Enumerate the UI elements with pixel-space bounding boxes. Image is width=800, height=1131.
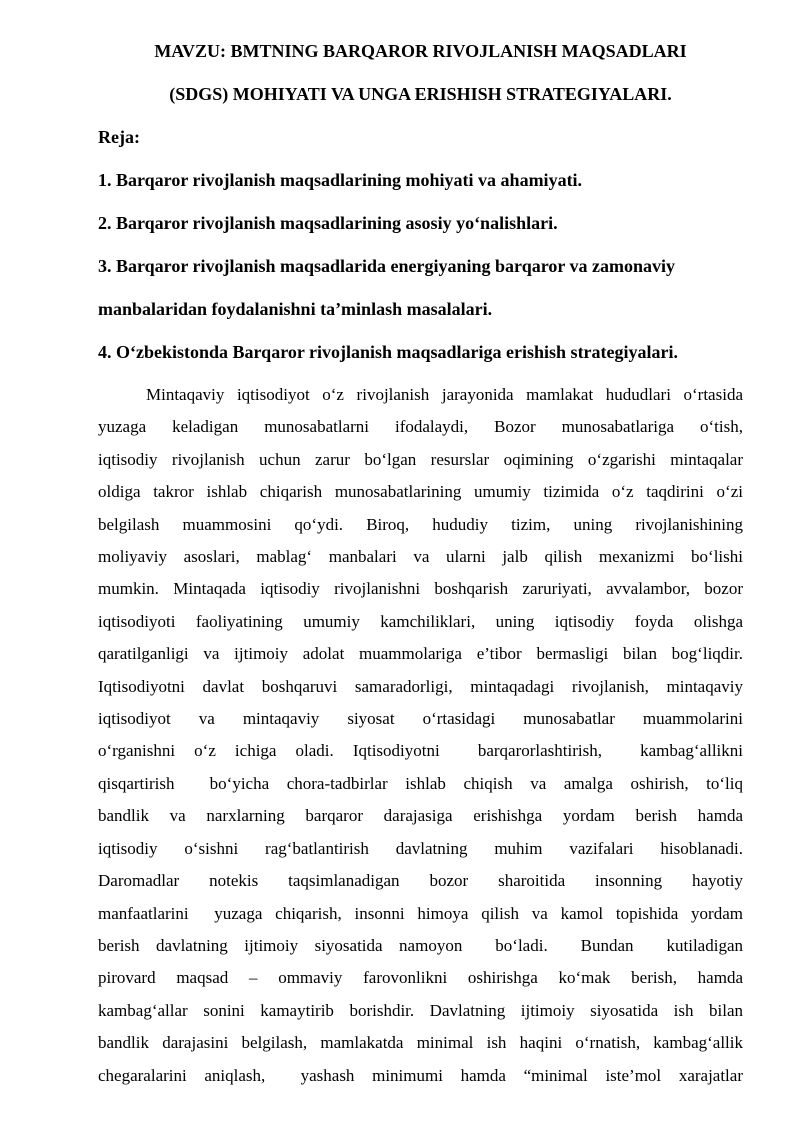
body-paragraph	[98, 379, 743, 1092]
paragraph-line: mumkin. Mintaqada iqtisodiy rivojlanishni boshqarish zaruriyati, avvalambor, bozor	[98, 579, 743, 599]
paragraph-line: belgilash muammosini qoʻydi. Biroq, hududiy tizim, uning rivojlanishining	[98, 514, 743, 534]
paragraph-line: iqtisodiyoti faoliyatining umumiy kamchiliklari, uning iqtisodiy foyda olishga	[98, 611, 743, 631]
paragraph-line: bandlik va narxlarning barqaror darajasiga erishishga yordam berish hamda	[98, 806, 743, 826]
plan-item-line: 2. Barqaror rivojlanish maqsadlarining asosiy yoʻnalishlari.	[98, 213, 558, 233]
paragraph-line: oʻrganishni oʻz ichiga oladi. Iqtisodiyotni barqarorlashtirish, kambagʻallikni	[98, 741, 743, 761]
plan-list	[98, 159, 743, 374]
paragraph-line: Daromadlar notekis taqsimlanadigan bozor sharoitida insonning hayotiy	[98, 871, 743, 891]
plan-item-line: 3. Barqaror rivojlanish maqsadlarida energiyaning barqaror va zamonaviy	[98, 256, 676, 276]
paragraph-line: iqtisodiyot va mintaqaviy siyosat oʻrtasidagi munosabatlar muammolarini	[98, 709, 743, 729]
plan-item-line: 1. Barqaror rivojlanish maqsadlarining mohiyati va ahamiyati.	[98, 170, 583, 190]
document-title-line: (SDGS) MOHIYATI VA UNGA ERISHISH STRATEGIYALARI.	[169, 84, 672, 104]
paragraph-line: iqtisodiy oʻsishni ragʻbatlantirish davlatning muhim vazifalari hisoblanadi.	[98, 838, 743, 858]
paragraph-line: Mintaqaviy iqtisodiyot oʻz rivojlanish jarayonida mamlakat hududlari oʻrtasida	[146, 385, 743, 404]
paragraph-line: qisqartirish boʻyicha chora-tadbirlar ishlab chiqish va amalga oshirish, toʻliq	[98, 773, 743, 793]
paragraph-line: oldiga takror ishlab chiqarish munosabatlarining umumiy tizimida oʻz taqdirini oʻzi	[98, 482, 743, 502]
paragraph-line: iqtisodiy rivojlanish uchun zarur boʻlgan resurslar oqimining oʻzgarishi mintaqalar	[98, 449, 743, 469]
paragraph-line: berish davlatning ijtimoiy siyosatida namoyon boʻladi. Bundan kutiladigan	[98, 935, 743, 955]
paragraph-line: kambagʻallar sonini kamaytirib borishdir. Davlatning ijtimoiy siyosatida ish bilan	[98, 1000, 743, 1020]
paragraph-line: pirovard maqsad – ommaviy farovonlikni oshirishga koʻmak berish, hamda	[98, 968, 743, 988]
plan-item-line: manbalaridan foydalanishni ta’minlash masalalari.	[98, 299, 493, 319]
paragraph-line: Iqtisodiyotni davlat boshqaruvi samaradorligi, mintaqadagi rivojlanish, mintaqaviy	[98, 676, 743, 696]
paragraph-line: manfaatlarini yuzaga chiqarish, insonni himoya qilish va kamol topishida yordam	[98, 903, 743, 923]
paragraph-line: bandlik darajasini belgilash, mamlakatda minimal ish haqini oʻrnatish, kambagʻallik	[98, 1033, 743, 1053]
paragraph-line: chegaralarini aniqlash, yashash minimumi hamda “minimal iste’mol xarajatlar	[98, 1065, 743, 1085]
paragraph-line: qaratilganligi va ijtimoiy adolat muammolariga e’tibor bermasligi bilan bogʻliqdir.	[98, 644, 743, 664]
document-title-line: MAVZU: BMTNING BARQAROR RIVOJLANISH MAQSADLARI	[154, 41, 687, 61]
document-title	[98, 30, 743, 116]
paragraph-line: moliyaviy asoslari, mablagʻ manbalari va ularni jalb qilish mexanizmi boʻlishi	[98, 547, 743, 567]
plan-heading: Reja:	[98, 127, 140, 147]
paragraph-line: yuzaga keladigan munosabatlarni ifodalaydi, Bozor munosabatlariga oʻtish,	[98, 417, 743, 437]
plan-item-line: 4. Oʻzbekistonda Barqaror rivojlanish maqsadlariga erishish strategiyalari.	[98, 342, 679, 362]
